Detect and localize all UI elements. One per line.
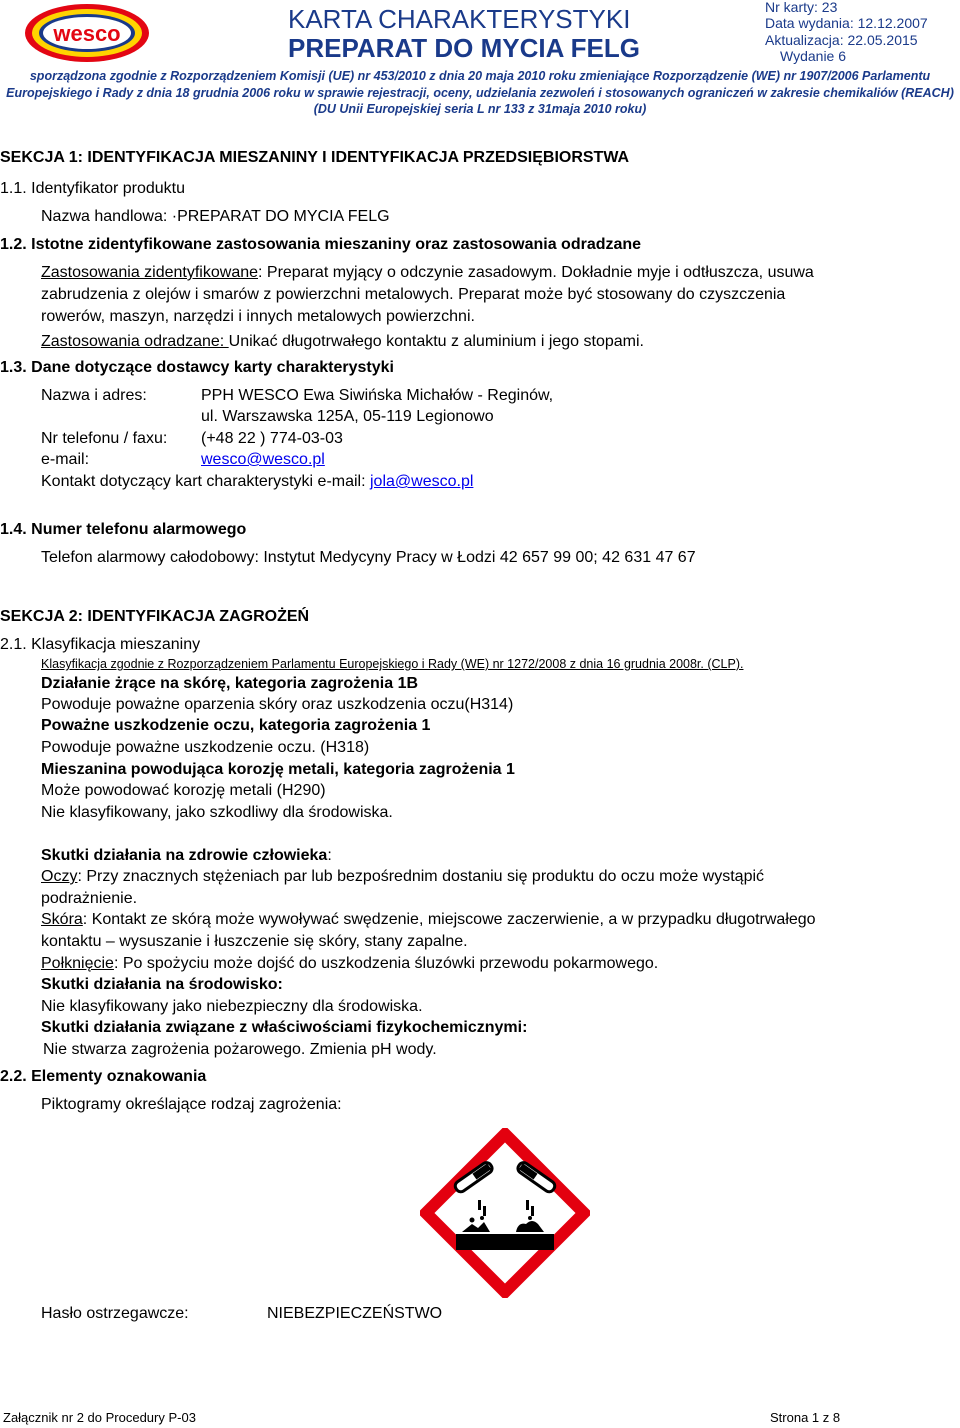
hazard3-statement: Może powodować korozję metali (H290)	[41, 782, 326, 799]
corrosion-pictogram	[420, 1128, 590, 1298]
logo-text: wesco	[53, 21, 121, 46]
section2-title: SEKCJA 2: IDENTYFIKACJA ZAGROŻEŃ	[0, 608, 310, 625]
skin-text1: : Kontakt ze skórą może wywoływać swędzenie, miejscowe zaczerwienie, a w przypadku długotrwałego	[82, 911, 816, 928]
eyes-text2: podrażnienie.	[41, 890, 138, 907]
corrosion-icon	[420, 1128, 590, 1298]
s11-title: 1.1. Identyfikator produktu	[0, 180, 185, 197]
footer-page: Strona 1 z 8	[770, 1410, 841, 1425]
section1-title: SEKCJA 1: IDENTYFIKACJA MIESZANINY I IDENTYFIKACJA PRZEDSIĘBIORSTWA	[0, 149, 630, 166]
s13-contact-link[interactable]: jola@wesco.pl	[370, 473, 474, 490]
wesco-logo-graphic	[22, 2, 152, 64]
s13-name-value1: PPH WESCO Ewa Siwińska Michałów - Reginów,	[201, 387, 554, 404]
hazard1-class: Działanie żrące na skórę, kategoria zagrożenia 1B	[41, 675, 419, 692]
health-effects-label: Skutki działania na zdrowie człowieka	[41, 847, 328, 864]
hazard4-statement: Nie klasyfikowany, jako szkodliwy dla środowiska.	[41, 804, 393, 821]
skin-label: Skóra	[41, 911, 83, 928]
s13-phone-value: (+48 22 ) 774-03-03	[201, 430, 343, 447]
s13-title: 1.3. Dane dotyczące dostawcy karty charakterystyki	[0, 359, 394, 376]
s12-advised-label: Zastosowania odradzane:	[41, 333, 229, 350]
edition: Wydanie 6	[780, 48, 847, 64]
health-effects-title	[41, 847, 332, 865]
s13-contact	[41, 473, 473, 491]
s12-advised	[41, 333, 644, 351]
s12-identified-text2: zabrudzenia z olejów i smarów z powierzchni metalowych. Preparat może być stosowany do czyszczenia	[41, 286, 786, 303]
hazard2-class: Poważne uszkodzenie oczu, kategoria zagrożenia 1	[41, 717, 431, 734]
signal-word-label: Hasło ostrzegawcze:	[41, 1305, 189, 1322]
eyes-text1: : Przy znacznych stężeniach par lub bezpośrednim dostaniu się produktu do oczu może wystąpić	[77, 868, 765, 885]
s13-name-value2: ul. Warszawska 125A, 05-119 Legionowo	[201, 408, 494, 425]
regulation-line1: sporządzona zgodnie z Rozporządzeniem Komisji (UE) nr 453/2010 z dnia 20 maja 2010 roku zmieniające Rozporządzenie (WE) nr 1907/2006 Parlamentu	[29, 69, 931, 83]
document-title-line1: KARTA CHARAKTERYSTYKI	[288, 4, 631, 34]
s12-identified-text3: rowerów, maszyn, narzędzi i innych metalowych powierzchni.	[41, 308, 475, 325]
document-title-line2: PREPARAT DO MYCIA FELG	[288, 33, 640, 63]
skin-effect	[41, 911, 816, 929]
update-date: Aktualizacja: 22.05.2015	[765, 32, 918, 48]
s12-title: 1.2. Istotne zidentyfikowane zastosowania mieszaniny oraz zastosowania odradzane	[0, 236, 642, 253]
s13-name-label: Nazwa i adres:	[41, 387, 147, 404]
s12-identified	[41, 264, 814, 282]
s12-advised-text: Unikać długotrwałego kontaktu z aluminium i jego stopami.	[228, 333, 644, 350]
s11-trade-name: Nazwa handlowa: ·PREPARAT DO MYCIA FELG	[41, 208, 390, 225]
s13-phone-label: Nr telefonu / faxu:	[41, 430, 168, 447]
s14-text: Telefon alarmowy całodobowy: Instytut Medycyny Pracy w Łodzi 42 657 99 00; 42 631 47 67	[41, 549, 696, 566]
swallow-label: Połknięcie	[41, 955, 114, 972]
signal-word-value: NIEBEZPIECZEŃSTWO	[267, 1305, 443, 1322]
hazard3-class: Mieszanina powodująca korozję metali, kategoria zagrożenia 1	[41, 761, 515, 778]
s12-identified-text1: : Preparat myjący o odczynie zasadowym. Dokładnie myje i odtłuszcza, usuwa	[258, 264, 814, 281]
issue-date: Data wydania: 12.12.2007	[765, 15, 928, 31]
regulation-line3: (DU Unii Europejskiej seria L nr 133 z 31maja 2010 roku)	[313, 102, 647, 116]
s14-title: 1.4. Numer telefonu alarmowego	[0, 521, 247, 538]
company-logo	[22, 2, 152, 64]
eyes-label: Oczy	[41, 868, 78, 885]
s12-identified-label: Zastosowania zidentyfikowane	[41, 264, 259, 281]
s21-regulation: Klasyfikacja zgodnie z Rozporządzeniem Parlamentu Europejskiego i Rady (WE) nr 1272/2008 z dnia 16 grudnia 2008r. (CLP).	[41, 657, 744, 671]
s22-title: 2.2. Elementy oznakowania	[0, 1068, 207, 1085]
regulation-line2: Europejskiego i Rady z dnia 18 grudnia 2006 roku w sprawie rejestracji, oceny, udzielania zezwoleń i stosowanych ograniczeń w zakresie chemikaliów (REACH)	[6, 86, 954, 100]
hazard2-statement: Powoduje poważne uszkodzenie oczu. (H318)	[41, 739, 370, 756]
s21-title: 2.1. Klasyfikacja mieszaniny	[0, 636, 201, 653]
swallow-effect	[41, 955, 658, 973]
health-effects-colon: :	[327, 847, 332, 864]
s13-contact-label: Kontakt dotyczący kart charakterystyki e-mail:	[41, 473, 370, 490]
hazard1-statement: Powoduje poważne oparzenia skóry oraz uszkodzenia oczu(H314)	[41, 696, 514, 713]
phys-effects-text: Nie stwarza zagrożenia pożarowego. Zmienia pH wody.	[43, 1041, 437, 1058]
s13-email-link[interactable]: wesco@wesco.pl	[201, 451, 325, 468]
s13-email-label: e-mail:	[41, 451, 90, 468]
footer-left: Załącznik nr 2 do Procedury P-03	[3, 1410, 196, 1425]
pictograms-label: Piktogramy określające rodzaj zagrożenia:	[41, 1096, 342, 1113]
card-number: Nr karty: 23	[765, 0, 838, 15]
eyes-effect	[41, 868, 764, 886]
env-effects-title: Skutki działania na środowisko:	[41, 976, 283, 993]
phys-effects-title: Skutki działania związane z właściwościami fizykochemicznymi:	[41, 1019, 528, 1036]
env-effects-text: Nie klasyfikowany jako niebezpieczny dla środowiska.	[41, 998, 423, 1015]
skin-text2: kontaktu – wysuszanie i łuszczenie się skóry, stany zapalne.	[41, 933, 468, 950]
swallow-text: : Po spożyciu może dojść do uszkodzenia śluzówki przewodu pokarmowego.	[113, 955, 659, 972]
